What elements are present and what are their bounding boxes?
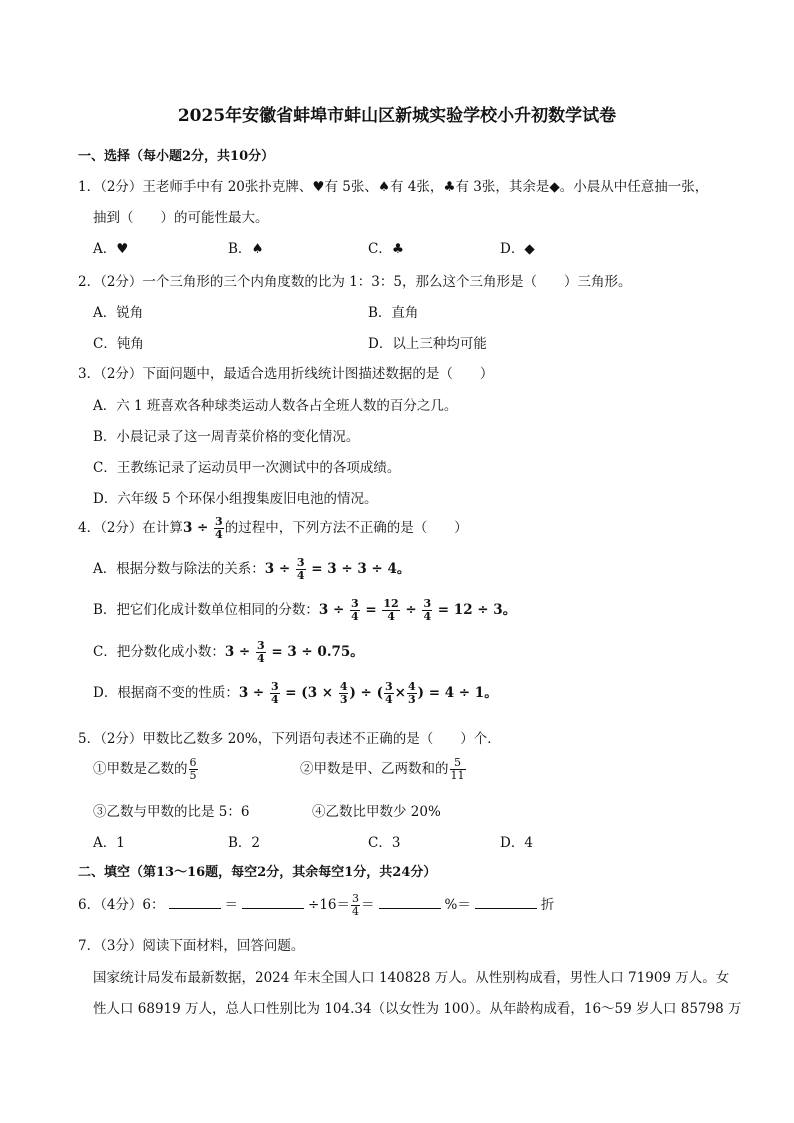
q6-zhe: 折	[540, 897, 555, 913]
q3-option-b[interactable]: B．小晨记录了这一周青菜价格的变化情况。	[93, 429, 360, 445]
q5-option-d[interactable]: D．4	[500, 835, 533, 851]
answer-blank[interactable]	[169, 896, 221, 909]
q4-option-d[interactable]	[93, 681, 498, 706]
q4-option-c-label: C．把分数化成小数：	[93, 644, 225, 660]
q4-option-d-tail: = 4 ÷ 1。	[428, 685, 498, 701]
fraction: $\frac{5}{11}$	[450, 756, 465, 782]
q6-equals-2: ＝	[361, 897, 375, 913]
question-1-text: 1．（2分）王老师手中有 20张扑克牌、♥有 5张、♠有 4张，♣有 3张，其余是◆。小晨从中任意抽一张，	[78, 179, 709, 195]
answer-blank[interactable]	[379, 896, 441, 909]
question-6-text	[78, 893, 554, 918]
question-4-text	[78, 516, 468, 541]
section-1-heading: 一、选择（每小题2分，共10分）	[78, 149, 275, 164]
q7-material-line-2: 性人口 68919 万人，总人口性别比为 104.34（以女性为 100）。从年龄构成看，16～59 岁人口 85798 万	[93, 1001, 742, 1017]
q6-equals: ＝	[224, 897, 239, 913]
q4-option-b-label: B．把它们化成计数单位相同的分数：	[93, 602, 319, 618]
q1-option-d[interactable]: D．◆	[500, 241, 535, 257]
question-7-text: 7．（3分）阅读下面材料，回答问题。	[78, 938, 305, 954]
q3-option-d[interactable]: D．六年级 5 个环保小组搜集废旧电池的情况。	[93, 491, 378, 507]
q4-option-b-expr: 3 ÷ $\frac{3}{4}$ = $\frac{12}{4}$ ÷ $\frac{3}{4}$ = 12 ÷ 3。	[318, 597, 517, 623]
q2-option-c[interactable]: C．钝角	[93, 336, 144, 352]
q4-option-c-tail: = 3 ÷ 0.75。	[271, 644, 364, 660]
q4-option-a-tail: = 3 ÷ 3 ÷ 4。	[311, 561, 411, 577]
q5-statement-2-text: ②甲数是甲、乙两数和的	[300, 761, 449, 777]
q6-percent: %＝	[444, 897, 471, 913]
q4-option-a-expr: 3 ÷ $\frac{3}{4}$ = 3 ÷ 3 ÷ 4。	[264, 556, 411, 582]
q6-div16: ÷16＝	[308, 897, 351, 913]
question-3-text: 3．（2分）下面问题中，最适合选用折线统计图描述数据的是（ ）	[78, 366, 494, 382]
q4-expression: 3 ÷ $\frac{3}{4}$	[182, 515, 223, 541]
fraction: $\frac{3}{4}$	[352, 892, 360, 918]
q4-option-a[interactable]	[93, 557, 410, 582]
fraction: $\frac{3}{4}$	[215, 515, 223, 541]
q5-option-c[interactable]: C．3	[368, 835, 401, 851]
q5-statement-3: ③乙数与甲数的比是 5：6	[93, 804, 250, 820]
q4-option-c-expr: 3 ÷ $\frac{3}{4}$ = 3 ÷ 0.75。	[224, 639, 364, 665]
q4-option-a-label: A．根据分数与除法的关系：	[93, 561, 265, 577]
q1-option-c[interactable]: C．♣	[368, 241, 404, 257]
question-1-text-cont: 抽到（ ）的可能性最大。	[93, 210, 269, 226]
q5-option-b[interactable]: B．2	[228, 835, 261, 851]
q5-statement-2	[300, 757, 467, 782]
q2-option-b[interactable]: B．直角	[368, 305, 419, 321]
q4-option-d-label: D．根据商不变的性质：	[93, 685, 239, 701]
fraction: $\frac{6}{5}$	[189, 756, 197, 782]
question-2-text: 2．（2分）一个三角形的三个内角度数的比为 1：3：5，那么这个三角形是（ ）三角形。	[78, 274, 632, 290]
q2-option-d[interactable]: D．以上三种均可能	[368, 336, 487, 352]
q7-material-line-1: 国家统计局发布最新数据，2024 年末全国人口 140828 万人。从性别构成看，男性人口 71909 万人。女	[93, 970, 730, 986]
q5-option-a[interactable]: A．1	[93, 835, 125, 851]
q5-statement-4: ④乙数比甲数少 20%	[312, 804, 441, 820]
q4-option-b[interactable]	[93, 598, 516, 623]
section-2-heading: 二、填空（第13～16题，每空2分，其余每空1分，共24分）	[78, 865, 437, 880]
answer-blank[interactable]	[475, 896, 537, 909]
q1-option-b[interactable]: B．♠	[228, 241, 264, 257]
q4-option-b-tail: = 12 ÷ 3。	[437, 602, 517, 618]
q4-suffix: 的过程中，下列方法不正确的是（ ）	[224, 520, 468, 536]
q4-option-d-expr: 3 ÷ $\frac{3}{4}$ = (3 × $\frac{4}{3}$ ) ÷ ( $\frac{3}{4}$ × $\frac{4}{3}$ ) = 4 ÷ 1。	[238, 680, 498, 706]
q3-option-c[interactable]: C．王教练记录了运动员甲一次测试中的各项成绩。	[93, 460, 401, 476]
q4-prefix: 4．（2分）在计算	[78, 520, 183, 536]
q2-option-a[interactable]: A．锐角	[93, 305, 144, 321]
q4-option-c[interactable]	[93, 640, 364, 665]
q5-statement-1	[93, 757, 199, 782]
q1-option-a[interactable]: A．♥	[93, 241, 129, 257]
q6-prefix: 6．（4分）6：	[78, 897, 165, 913]
answer-blank[interactable]	[242, 896, 304, 909]
q5-statement-1-text: ①甲数是乙数的	[93, 761, 188, 777]
page-title: 2025年安徽省蚌埠市蚌山区新城实验学校小升初数学试卷	[177, 106, 617, 126]
question-5-text: 5．（2分）甲数比乙数多 20%，下列语句表述不正确的是（ ）个．	[78, 731, 501, 747]
q3-option-a[interactable]: A．六 1 班喜欢各种球类运动人数各占全班人数的百分之几。	[93, 398, 458, 414]
